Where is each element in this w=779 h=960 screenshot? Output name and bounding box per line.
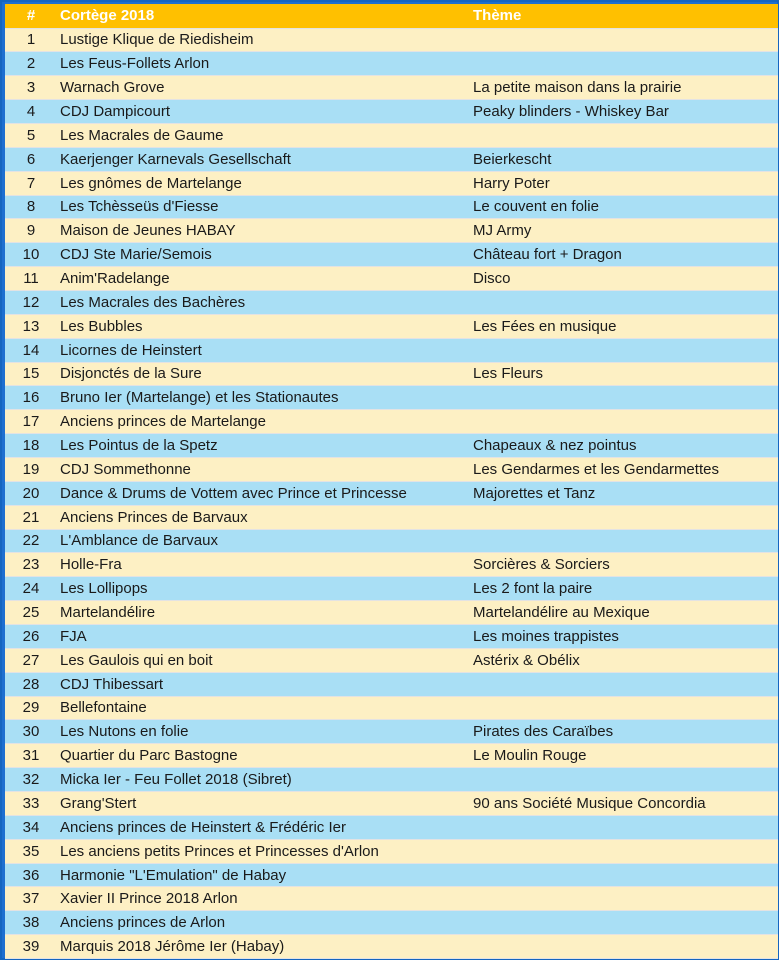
row-theme [470,863,778,887]
row-name: Licornes de Heinstert [57,338,470,362]
table-row [5,386,778,410]
table-row [5,792,778,816]
row-name: Les Tchèsseüs d'Fiesse [57,195,470,219]
table-row [5,243,778,267]
table-row [5,529,778,553]
row-name: Maison de Jeunes HABAY [57,219,470,243]
row-number: 7 [5,171,57,195]
row-name: Anciens Princes de Barvaux [57,505,470,529]
row-theme [470,338,778,362]
table-row [5,935,778,959]
row-number: 26 [5,624,57,648]
row-number: 15 [5,362,57,386]
row-number: 30 [5,720,57,744]
row-theme: Pirates des Caraïbes [470,720,778,744]
row-name: Micka Ier - Feu Follet 2018 (Sibret) [57,768,470,792]
row-theme: Sorcières & Sorciers [470,553,778,577]
row-number: 3 [5,76,57,100]
table-row [5,171,778,195]
row-name: Disjonctés de la Sure [57,362,470,386]
row-name: Marquis 2018 Jérôme Ier (Habay) [57,935,470,959]
row-theme [470,768,778,792]
row-name: CDJ Dampicourt [57,100,470,124]
row-name: CDJ Ste Marie/Semois [57,243,470,267]
row-number: 8 [5,195,57,219]
row-number: 2 [5,52,57,76]
table-row [5,76,778,100]
row-theme [470,386,778,410]
row-theme: Harry Poter [470,171,778,195]
row-theme [470,887,778,911]
row-theme: Château fort + Dragon [470,243,778,267]
row-theme [470,839,778,863]
header-cortege: Cortège 2018 [57,4,470,28]
row-name: Bellefontaine [57,696,470,720]
row-name: Les Nutons en folie [57,720,470,744]
table-row [5,863,778,887]
row-name: Les Feus-Follets Arlon [57,52,470,76]
row-name: Les Macrales de Gaume [57,123,470,147]
table-row [5,696,778,720]
row-number: 6 [5,147,57,171]
table-row [5,577,778,601]
row-name: Les Macrales des Bachères [57,290,470,314]
row-theme [470,911,778,935]
row-name: Les Bubbles [57,314,470,338]
row-name: Anciens princes de Arlon [57,911,470,935]
row-name: Xavier II Prince 2018 Arlon [57,887,470,911]
row-theme: Les 2 font la paire [470,577,778,601]
row-number: 5 [5,123,57,147]
table-row [5,52,778,76]
row-theme: Le Moulin Rouge [470,744,778,768]
row-theme: Majorettes et Tanz [470,481,778,505]
row-theme [470,28,778,52]
row-theme [470,410,778,434]
row-number: 12 [5,290,57,314]
row-theme [470,123,778,147]
row-number: 4 [5,100,57,124]
row-number: 39 [5,935,57,959]
table-row [5,290,778,314]
row-theme: Peaky blinders - Whiskey Bar [470,100,778,124]
row-number: 35 [5,839,57,863]
table-row [5,911,778,935]
row-name: Les anciens petits Princes et Princesses d'Arlon [57,839,470,863]
table-row [5,553,778,577]
row-number: 18 [5,434,57,458]
row-theme [470,815,778,839]
row-theme [470,52,778,76]
row-theme: MJ Army [470,219,778,243]
row-name: Les gnômes de Martelange [57,171,470,195]
cortege-table [5,4,778,959]
table-row [5,410,778,434]
table-row [5,123,778,147]
table-row [5,100,778,124]
table-row [5,457,778,481]
row-number: 19 [5,457,57,481]
row-name: Les Lollipops [57,577,470,601]
row-theme [470,696,778,720]
row-number: 38 [5,911,57,935]
row-name: Holle-Fra [57,553,470,577]
row-name: Anciens princes de Heinstert & Frédéric Ier [57,815,470,839]
table-row [5,434,778,458]
row-theme: Les Gendarmes et les Gendarmettes [470,457,778,481]
table-row [5,219,778,243]
row-number: 29 [5,696,57,720]
table-row [5,720,778,744]
row-theme: La petite maison dans la prairie [470,76,778,100]
row-theme: Le couvent en folie [470,195,778,219]
row-number: 33 [5,792,57,816]
row-number: 21 [5,505,57,529]
row-number: 23 [5,553,57,577]
row-name: Les Pointus de la Spetz [57,434,470,458]
row-theme: Astérix & Obélix [470,648,778,672]
row-name: Kaerjenger Karnevals Gesellschaft [57,147,470,171]
table-row [5,505,778,529]
row-number: 22 [5,529,57,553]
row-theme: Les moines trappistes [470,624,778,648]
row-number: 20 [5,481,57,505]
table-row [5,147,778,171]
table-row [5,624,778,648]
row-theme: Disco [470,267,778,291]
row-number: 28 [5,672,57,696]
table-row [5,648,778,672]
table-header [5,4,778,28]
row-name: CDJ Thibessart [57,672,470,696]
row-theme [470,290,778,314]
row-name: Bruno Ier (Martelange) et les Stationautes [57,386,470,410]
row-name: Anim'Radelange [57,267,470,291]
row-name: Harmonie "L'Emulation" de Habay [57,863,470,887]
table-row [5,744,778,768]
row-theme: Beierkescht [470,147,778,171]
table-row [5,338,778,362]
table-row [5,195,778,219]
row-number: 34 [5,815,57,839]
row-number: 32 [5,768,57,792]
table-row [5,815,778,839]
row-theme: Martelandélire au Mexique [470,601,778,625]
row-number: 25 [5,601,57,625]
row-number: 24 [5,577,57,601]
row-theme [470,935,778,959]
row-number: 14 [5,338,57,362]
row-name: Les Gaulois qui en boit [57,648,470,672]
table-body [5,28,778,959]
row-name: FJA [57,624,470,648]
row-name: Grang'Stert [57,792,470,816]
row-name: Warnach Grove [57,76,470,100]
row-name: Lustige Klique de Riedisheim [57,28,470,52]
row-name: Martelandélire [57,601,470,625]
row-theme: Les Fleurs [470,362,778,386]
row-theme: 90 ans Société Musique Concordia [470,792,778,816]
row-name: CDJ Sommethonne [57,457,470,481]
row-theme [470,505,778,529]
row-number: 27 [5,648,57,672]
table-row [5,601,778,625]
row-name: Quartier du Parc Bastogne [57,744,470,768]
row-number: 37 [5,887,57,911]
header-number: # [5,4,57,28]
row-number: 1 [5,28,57,52]
row-number: 31 [5,744,57,768]
row-number: 17 [5,410,57,434]
row-name: L'Amblance de Barvaux [57,529,470,553]
row-theme [470,672,778,696]
row-number: 13 [5,314,57,338]
row-name: Dance & Drums de Vottem avec Prince et Princesse [57,481,470,505]
table-row [5,887,778,911]
row-number: 10 [5,243,57,267]
row-theme: Chapeaux & nez pointus [470,434,778,458]
table-row [5,839,778,863]
row-number: 11 [5,267,57,291]
table-row [5,481,778,505]
row-theme: Les Fées en musique [470,314,778,338]
table-row [5,362,778,386]
row-theme [470,529,778,553]
table-row [5,267,778,291]
table-row [5,28,778,52]
row-number: 36 [5,863,57,887]
row-number: 16 [5,386,57,410]
header-theme: Thème [470,4,778,28]
row-name: Anciens princes de Martelange [57,410,470,434]
table-row [5,768,778,792]
table-row [5,314,778,338]
header-row [5,4,778,28]
row-number: 9 [5,219,57,243]
table-row [5,672,778,696]
